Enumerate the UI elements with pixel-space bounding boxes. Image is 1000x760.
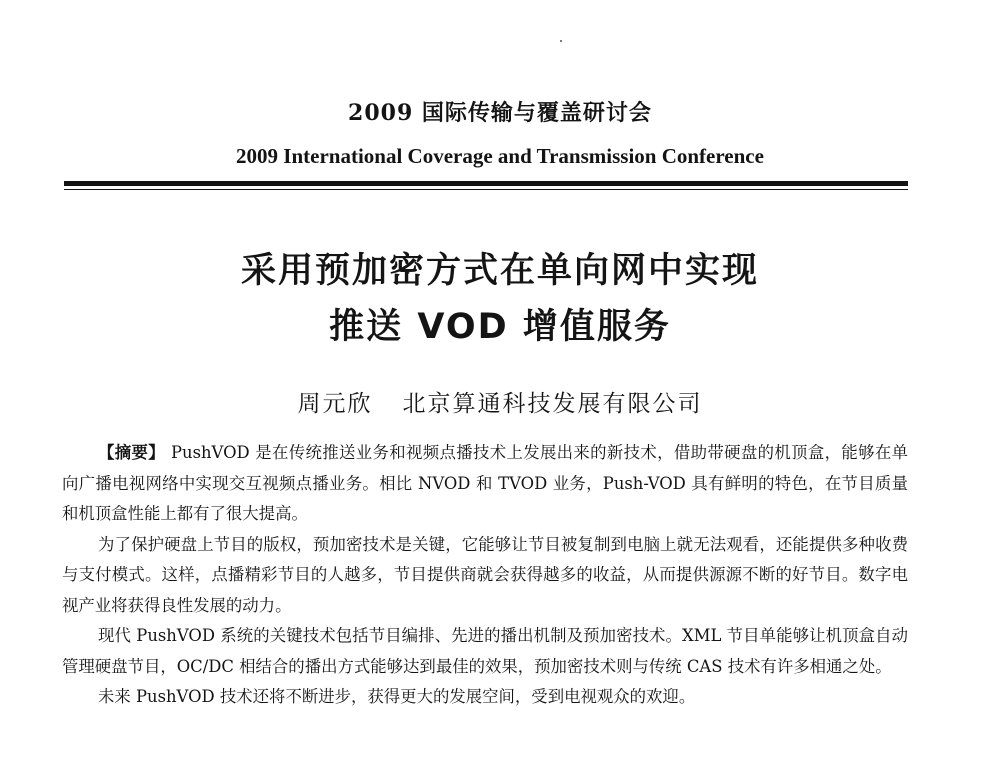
author-line: [0, 385, 1000, 418]
abstract-paragraph: 为了保护硬盘上节目的版权，预加密技术是关键，它能够让节目被复制到电脑上就无法观看，还能提供多种收费与支付模式。这样，点播精彩节目的人越多，节目提供商就会获得越多的收益，从而提供源源不断的好节目。数字电视产业将获得良性发展的动力。: [62, 534, 908, 615]
header-rule-thin: [64, 189, 908, 190]
abstract-paragraph: 现代 PushVOD 系统的关键技术包括节目编排、先进的播出机制及预加密技术。XML 节目单能够让机顶盒自动管理硬盘节目，OC/DC 相结合的播出方式能够达到最佳的效果，预加密技术则与传统 CAS 技术有许多相通之处。: [62, 626, 908, 676]
author-affiliation: 北京算通科技发展有限公司: [402, 391, 703, 417]
abstract-paragraph: 未来 PushVOD 技术还将不断进步，获得更大的发展空间，受到电视观众的欢迎。: [98, 687, 696, 706]
header-rule-thick: [64, 181, 908, 186]
conference-name-english: 2009 International Coverage and Transmission Conference: [236, 144, 764, 168]
conference-name-chinese: 2009 国际传输与覆盖研讨会: [348, 100, 652, 126]
abstract-paragraph-text: PushVOD 是在传统推送业务和视频点播技术上发展出来的新技术，借助带硬盘的机顶盒，能够在单向广播电视网络中实现交互视频点播业务。相比 NVOD 和 TVOD 业务，Push-VOD 具有鲜明的特色，在节目质量和机顶盒性能上都有了很大提高。: [62, 443, 909, 523]
paper-title-line-1: 采用预加密方式在单向网中实现: [240, 251, 759, 291]
abstract: [62, 438, 908, 713]
scan-speck: [560, 40, 562, 42]
author-name: 周元欣: [297, 391, 373, 417]
paper-title-line-2: 推送 VOD 增值服务: [329, 307, 671, 347]
abstract-paragraph: [62, 438, 908, 530]
abstract-label: 【摘要】: [98, 443, 165, 462]
